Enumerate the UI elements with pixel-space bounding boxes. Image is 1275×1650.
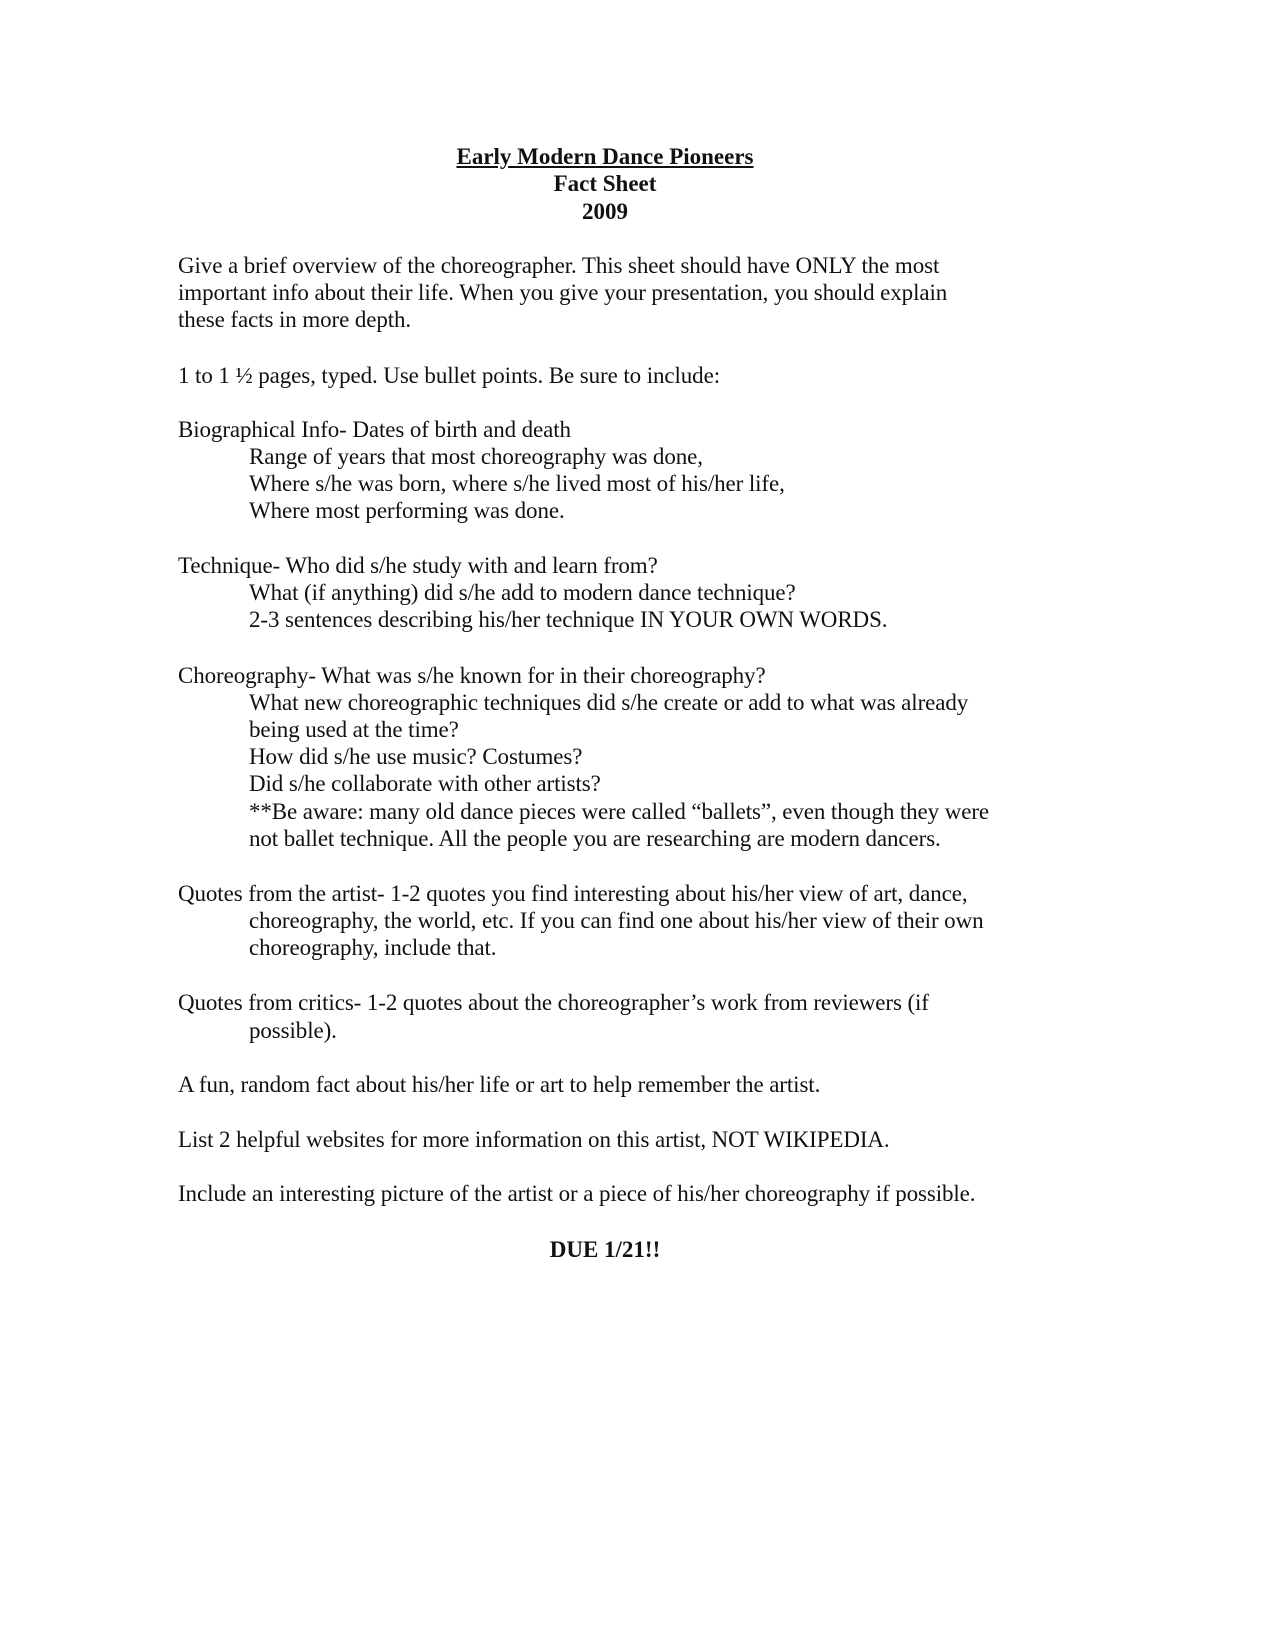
body-line: Quotes from the artist- 1-2 quotes you find interesting about his/her view of art, dance, bbox=[178, 881, 968, 906]
body-line: A fun, random fact about his/her life or art to help remember the artist. bbox=[178, 1072, 821, 1097]
body-line: Choreography- What was s/he known for in their choreography? bbox=[178, 663, 766, 688]
body-line: List 2 helpful websites for more information on this artist, NOT WIKIPEDIA. bbox=[178, 1127, 890, 1152]
body-line: not ballet technique. All the people you are researching are modern dancers. bbox=[249, 826, 941, 851]
body-line: Range of years that most choreography was done, bbox=[249, 444, 703, 469]
body-line: 1 to 1 ½ pages, typed. Use bullet points. Be sure to include: bbox=[178, 363, 720, 388]
body-line: choreography, include that. bbox=[249, 935, 497, 960]
body-line: Quotes from critics- 1-2 quotes about the choreographer’s work from reviewers (if bbox=[178, 990, 929, 1015]
body-line: possible). bbox=[249, 1018, 337, 1043]
body-line: being used at the time? bbox=[249, 717, 459, 742]
body-line: important info about their life. When you give your presentation, you should explain bbox=[178, 280, 948, 305]
body-line: Did s/he collaborate with other artists? bbox=[249, 771, 601, 796]
document-year: 2009 bbox=[582, 199, 628, 224]
body-line: Biographical Info- Dates of birth and death bbox=[178, 417, 571, 442]
document-title: Early Modern Dance Pioneers bbox=[456, 144, 754, 169]
body-line: these facts in more depth. bbox=[178, 307, 412, 332]
body-line: choreography, the world, etc. If you can find one about his/her view of their own bbox=[249, 908, 984, 933]
body-line: Where most performing was done. bbox=[249, 498, 565, 523]
body-line: **Be aware: many old dance pieces were called “ballets”, even though they were bbox=[249, 799, 990, 824]
body-line: What new choreographic techniques did s/he create or add to what was already bbox=[249, 690, 969, 715]
due-date: DUE 1/21!! bbox=[549, 1237, 661, 1262]
body-line: 2-3 sentences describing his/her technique IN YOUR OWN WORDS. bbox=[249, 607, 888, 632]
body-line: Give a brief overview of the choreographer. This sheet should have ONLY the most bbox=[178, 253, 940, 278]
body-line: Where s/he was born, where s/he lived most of his/her life, bbox=[249, 471, 785, 496]
document-subtitle: Fact Sheet bbox=[553, 171, 657, 196]
body-line: Include an interesting picture of the artist or a piece of his/her choreography if possible. bbox=[178, 1181, 976, 1206]
body-line: How did s/he use music? Costumes? bbox=[249, 744, 583, 769]
body-line: What (if anything) did s/he add to modern dance technique? bbox=[249, 580, 796, 605]
body-line: Technique- Who did s/he study with and learn from? bbox=[178, 553, 658, 578]
